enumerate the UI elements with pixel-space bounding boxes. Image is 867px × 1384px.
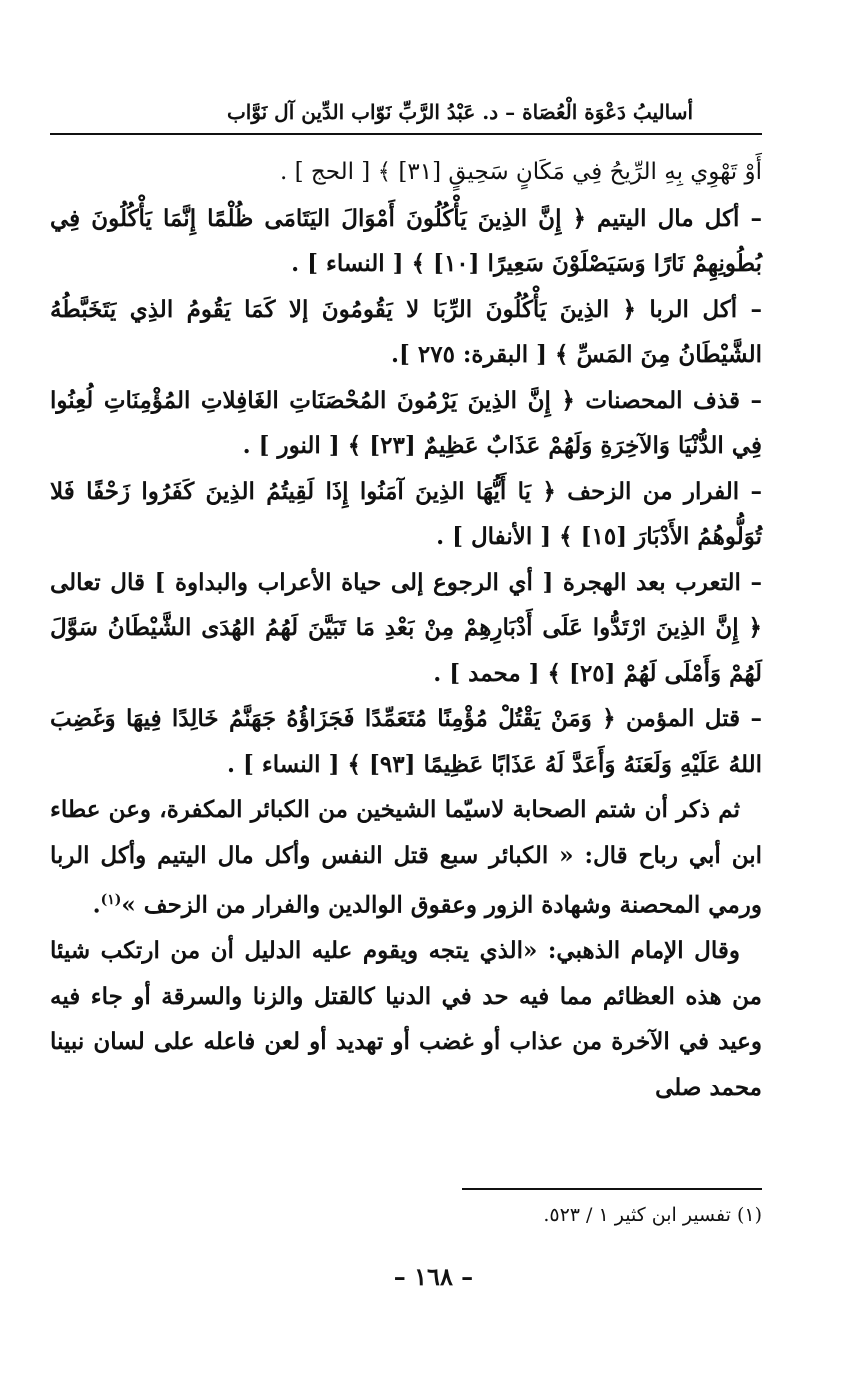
paragraph-killing-believer: – قتل المؤمن ﴿ وَمَنْ يَقْتُلْ مُؤْمِنًا مُتَعَمِّدًا فَجَزَاؤُهُ جَهَنَّمُ خَالِدًا فِيهَا وَغَضِبَ اللهُ عَلَيْهِ وَلَعَنَهُ وَأَعَدَّ لَهُ عَذَابًا عَظِيمًا [٩٣] ﴾ [ النساء ] .: [50, 705, 762, 778]
paragraph-fleeing-battle: – الفرار من الزحف ﴿ يَا أَيُّهَا الذِينَ آمَنُوا إِذَا لَقِيتُمُ الذِينَ كَفَرُوا زَحْفًا فَلا تُوَلُّوهُمُ الأَدْبَارَ [١٥] ﴾ [ الأنفال ] .: [50, 477, 762, 550]
footnote-rule: [462, 1188, 762, 1190]
footnote-marker: (١): [100, 892, 122, 908]
paragraph-slander: – قذف المحصنات ﴿ إِنَّ الذِينَ يَرْمُونَ المُحْصَنَاتِ الغَافِلاتِ المُؤْمِنَاتِ لُعِنُوا فِي الدُّنْيَا وَالآخِرَةِ وَلَهُمْ عَذَابٌ عَظِيمٌ [٢٣] ﴾ [ النور ] .: [50, 386, 762, 459]
footnote: (١) تفسير ابن كثير ١ / ٥٢٣.: [543, 1204, 762, 1226]
paragraph-orphan-wealth: – أكل مال اليتيم ﴿ إِنَّ الذِينَ يَأْكُلُونَ أَمْوَالَ اليَتَامَى ظُلْمًا إِنَّمَا يَأْكُلُونَ فِي بُطُونِهِمْ نَارًا وَسَيَصْلَوْنَ سَعِيرًا [١٠] ﴾ [ النساء ] .: [50, 204, 762, 277]
paragraph-ata-quote: [50, 787, 762, 928]
paragraph-hajj-verse: أَوْ تَهْوِي بِهِ الرِّيحُ فِي مَكَانٍ سَحِيقٍ [٣١] ﴾ [ الحج ] .: [279, 159, 762, 185]
paragraph-usury: – أكل الربا ﴿ الذِينَ يَأْكُلُونَ الرِّبَا لا يَقُومُونَ إلا كَمَا يَقُومُ الذِي يَتَخَبَّطُهُ الشَّيْطَانُ مِنَ المَسِّ ﴾ [ البقرة: ٢٧٥ ].: [50, 295, 762, 368]
paragraph-dhahabi: وقال الإمام الذهبي: «الذي يتجه ويقوم عليه الدليل أن من ارتكب شيئا من هذه العظائم مما فيه حد في الدنيا كالقتل والزنا والسرقة أو جاء فيه وعيد في الآخرة من عذاب أو غضب أو تهديد أو لعن فاعله على لسان نبينا محمد صلى: [50, 937, 762, 1101]
running-header: أساليبُ دَعْوَة الْعُصَاة – د. عَبْدُ الرَّبِّ نَوّاب الدِّين آل نَوَّاب: [226, 100, 694, 124]
paragraph-ta-arrub: – التعرب بعد الهجرة [ أي الرجوع إلى حياة الأعراب والبداوة ] قال تعالى ﴿ إِنَّ الذِينَ ارْتَدُّوا عَلَى أَدْبَارِهِمْ مِنْ بَعْدِ مَا تَبَيَّنَ لَهُمُ الهُدَى الشَّيْطَانُ سَوَّلَ لَهُمْ وَأَمْلَى لَهُمْ [٢٥] ﴾ [ محمد ] .: [50, 568, 762, 687]
body-text: [50, 150, 762, 1110]
header-rule: [50, 133, 762, 135]
ata-quote-text: ثم ذكر أن شتم الصحابة لاسيّما الشيخين من الكبائر المكفرة، وعن عطاء ابن أبي رباح قال: « الكبائر سبع قتل النفس وأكل مال اليتيم وأكل الربا ورمي المحصنة وشهادة الزور وعقوق الوالدين والفرار من الزحف »: [50, 796, 762, 919]
page-number: – ١٦٨ –: [393, 1262, 474, 1291]
ata-quote-end: .: [92, 891, 101, 919]
